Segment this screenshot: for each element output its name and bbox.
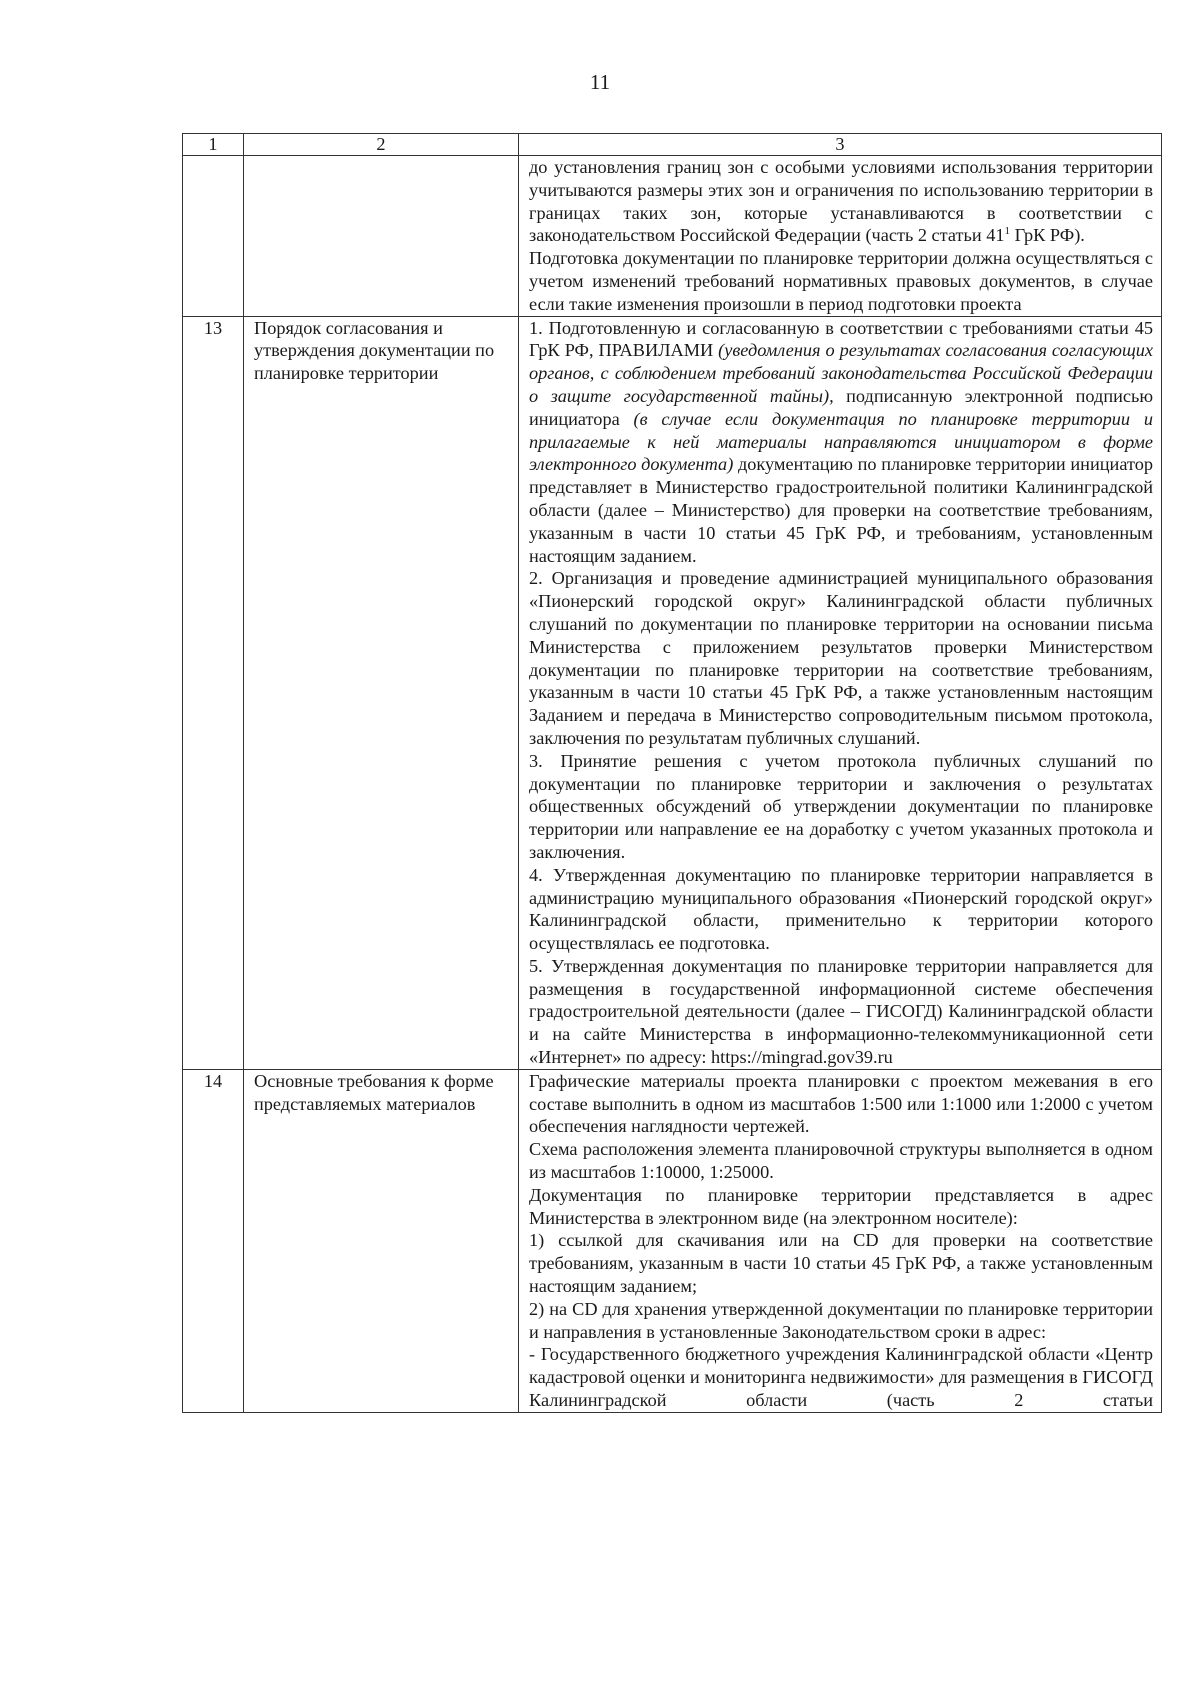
paragraph-2: Схема расположения элемента планировочной структуры выполняется в одном из масштабов 1:10000, 1:25000. xyxy=(529,1139,1153,1183)
row-title: Порядок согласования и утверждения документации по планировке территории xyxy=(244,316,519,1069)
paragraph-3: Документация по планировке территории представляется в адрес Министерства в электронном виде (на электронном носителе): xyxy=(529,1184,1153,1228)
table-row-continuation xyxy=(183,156,1162,317)
row-number: 14 xyxy=(183,1069,244,1412)
page-number: 11 xyxy=(589,70,611,94)
row-number-cell xyxy=(183,156,244,317)
paragraph-4: 4. Утвержденная документацию по планировке территории направляется в администрацию муниципального образования «Пионерский городской округ» Калининградской области, применительно к территории которого осуществлялась ее подготовка. xyxy=(529,864,1153,954)
row-title: Основные требования к форме представляемых материалов xyxy=(244,1069,519,1412)
header-col-2: 2 xyxy=(244,134,519,156)
row-content xyxy=(519,1069,1162,1412)
table-row-14 xyxy=(183,1069,1162,1412)
paragraph-6: - Государственного бюджетного учреждения Калининградской области «Центр кадастровой оценки и мониторинга недвижимости» для размещения в ГИСОГД Калининградской области (часть 2 статьи xyxy=(529,1344,1153,1411)
paragraph-5: 5. Утвержденная документация по планировке территории направляется для размещения в государственной информационной системе обеспечения градостроительной деятельности (далее – ГИСОГД) Калининградской области и на сайте Министерства в информационно-телекоммуникационной сети «Интернет» по адресу: https://mingrad.gov39.ru xyxy=(529,955,1153,1068)
table-header-row xyxy=(183,134,1162,156)
paragraph: Подготовка документации по планировке территории должна осуществляться с учетом изменений требований нормативных правовых документов, в случае если такие изменения произошли в период подготовки проекта xyxy=(529,248,1153,314)
paragraph-2: 2. Организация и проведение администрацией муниципального образования «Пионерский городской округ» Калининградской области публичных слушаний по документации по планировке территории на основании письма Министерства с приложением результатов проверки Министерством документации по планировке территории на соответствие требованиям, указанным в части 10 статьи 45 ГрК РФ, а также установленным настоящим Заданием и передача в Министерство сопроводительным письмом протокола, заключения по результатам публичных слушаний. xyxy=(529,568,1153,748)
paragraph: до установления границ зон с особыми условиями использования территории учитываются размеры этих зон и ограничения по использованию территории в границах таких зон, которые устанавливаются в соответствии с законодательством Российской Федерации (часть 2 статьи $41^1$ ГрК РФ). xyxy=(529,157,1153,246)
paragraph-5: 2) на CD для хранения утвержденной документации по планировке территории и направления в установленные Законодательством сроки в адрес: xyxy=(529,1298,1153,1342)
header-col-3: 3 xyxy=(519,134,1162,156)
paragraph-1: 1. Подготовленную и согласованную в соответствии с требованиями статьи 45 ГрК РФ, ПРАВИЛАМИ (уведомления о результатах согласования согласующих органов, с соблюдением требований законодательства Российской Федерации о защите государственной тайны), подписанную электронной подписью инициатора (в случае если документация по планировке территории и прилагаемые к ней материалы направляются инициатором в форме электронного документа) документацию по планировке территории инициатор представляет в Министерство градостроительной политики Калининградской области (далее – Министерство) для проверки на соответствие требованиям, указанным в части 10 статьи 45 ГрК РФ, и требованиям, установленным настоящим заданием. xyxy=(529,317,1153,566)
paragraph-1: Графические материалы проекта планировки с проектом межевания в его составе выполнить в одном из масштабов 1:500 или 1:1000 или 1:2000 с учетом обеспечения наглядности чертежей. xyxy=(529,1070,1153,1137)
paragraph-4: 1) ссылкой для скачивания или на CD для проверки на соответствие требованиям, указанным в части 10 статьи 45 ГрК РФ, а также установленным настоящим заданием; xyxy=(529,1230,1153,1297)
row-content xyxy=(519,316,1162,1069)
header-col-1: 1 xyxy=(183,134,244,156)
row-content-cell xyxy=(519,156,1162,317)
table-row-13 xyxy=(183,316,1162,1069)
row-title-cell xyxy=(244,156,519,317)
row-number: 13 xyxy=(183,316,244,1069)
requirements-table xyxy=(182,133,1162,1413)
paragraph-3: 3. Принятие решения с учетом протокола публичных слушаний по документации по планировке территории и заключения о результатах общественных обсуждений об утверждении документации по планировке территории или направление ее на доработку с учетом указанных протокола и заключения. xyxy=(529,750,1153,862)
